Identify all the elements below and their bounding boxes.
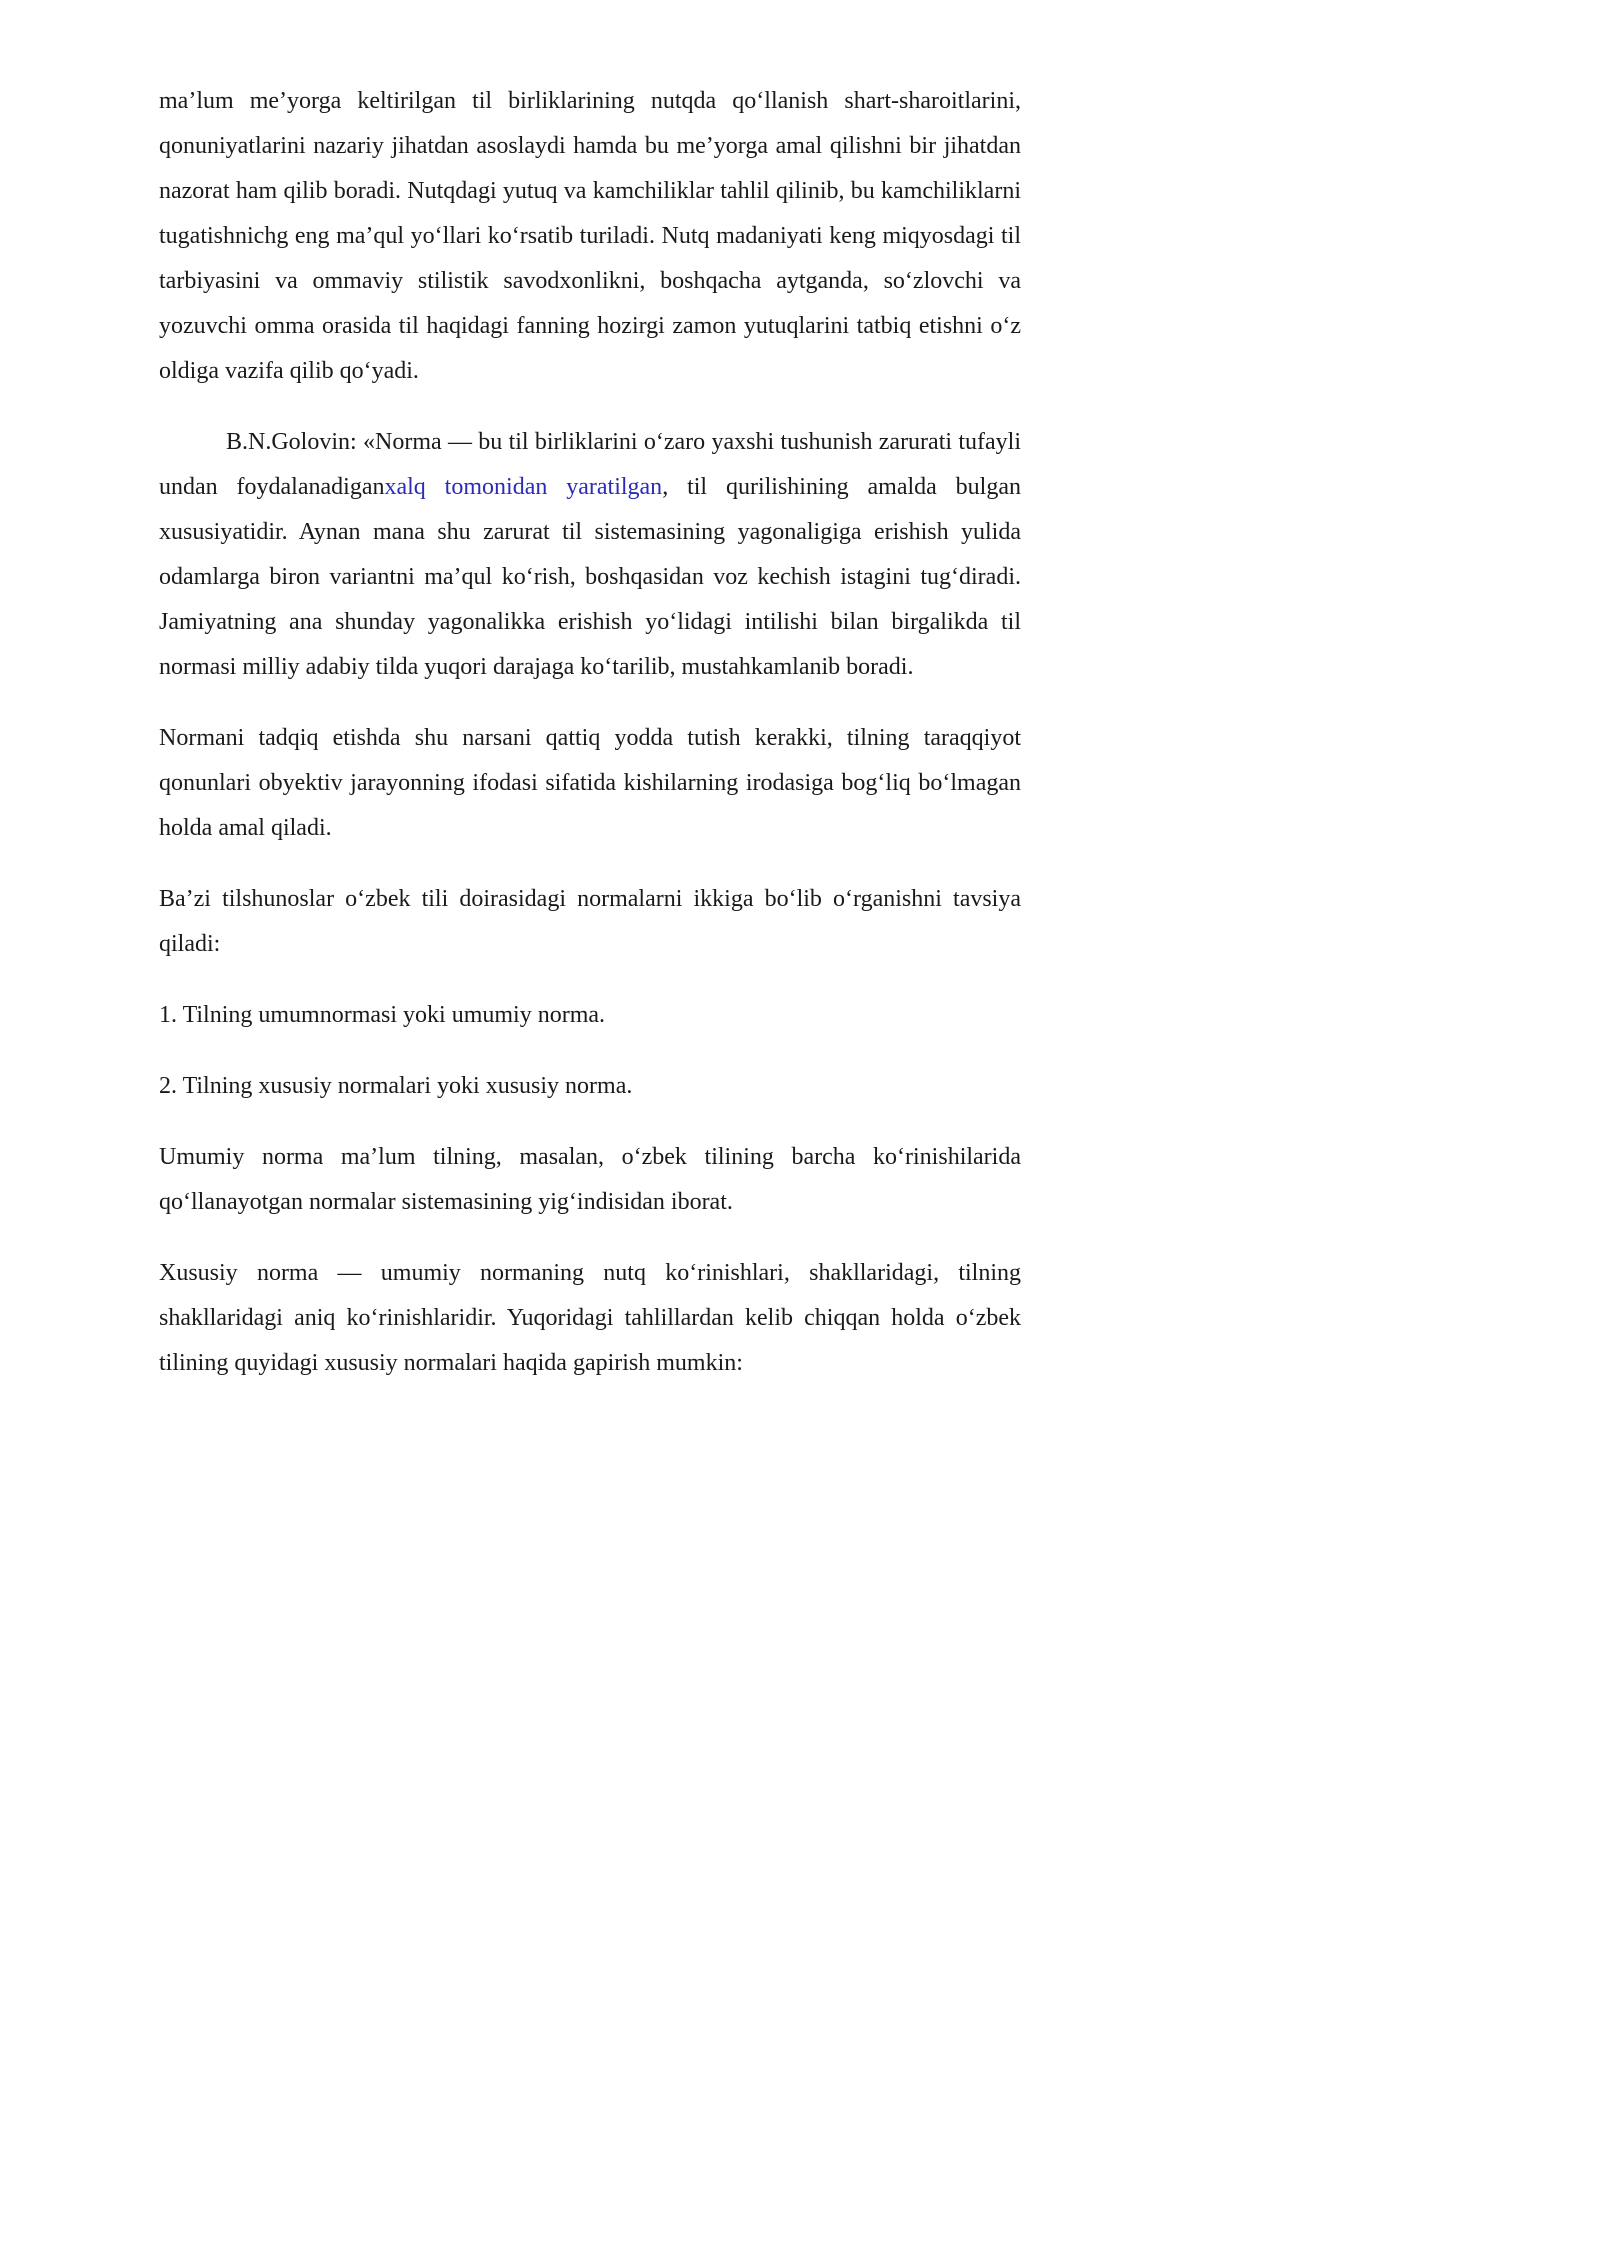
document-body <box>159 79 1021 1412</box>
paragraph-specific-norm: Xususiy norma — umumiy normaning nutq ko‘rinishlari, shakllaridagi, tilning shakllaridagi aniq ko‘rinishlaridir. Yuqoridagi tahlillardan kelib chiqqan holda o‘zbek tilining quyidagi xususiy normalari haqida gapirish mumkin: <box>159 1260 1021 1376</box>
paragraph-golovin-quote <box>159 420 1021 690</box>
document-page <box>0 0 1120 1584</box>
paragraph-linguists: Ba’zi tilshunoslar o‘zbek tili doirasidagi normalarni ikkiga bo‘lib o‘rganishni tavsiya qiladi: <box>159 886 1021 957</box>
hyperlink-xalq-tomonidan[interactable]: xalq tomonidan yaratilgan <box>384 474 663 500</box>
quote-text-start: B.N.Golovin: «Norma — bu til birliklarini o‘zaro yaxshi tushunish zarurati tufayli undan foydalanadigan <box>159 429 1021 500</box>
paragraph-general-norm: Umumiy norma ma’lum tilning, masalan, o‘zbek tilining barcha ko‘rinishilarida qo‘llanayotgan normalar sistemasining yig‘indisidan iborat. <box>159 1144 1021 1215</box>
quote-text-end: , til qurilishining amalda bulgan xususiyatidir. Aynan mana shu zarurat til sistemasining yagonaligiga erishish yulida odamlarga biron variantni ma’qul ko‘rish, boshqasidan voz kechish istagini tug‘diradi. Jamiyatning ana shunday yagonalikka erishish yo‘lidagi intilishi bilan birgalikda til normasi milliy adabiy tilda yuqori darajaga ko‘tarilib, mustahkamlanib boradi. <box>159 474 1022 680</box>
list-item-specific-norm: 2. Tilning xususiy normalari yoki xususiy norma. <box>159 1073 633 1099</box>
paragraph-norm-research: Normani tadqiq etishda shu narsani qattiq yodda tutish kerakki, tilning taraqqiyot qonunlari obyektiv jarayonning ifodasi sifatida kishilarning irodasiga bog‘liq bo‘lmagan holda amal qiladi. <box>159 725 1021 841</box>
list-item-general-norm: 1. Tilning umumnormasi yoki umumiy norma. <box>159 1002 606 1028</box>
paragraph-norm-culture: ma’lum me’yorga keltirilgan til birliklarining nutqda qo‘llanish shart-sharoitlarini, qonuniyatlarini nazariy jihatdan asoslaydi hamda bu me’yorga amal qilishni bir jihatdan nazorat ham qilib boradi. Nutqdagi yutuq va kamchiliklar tahlil qilinib, bu kamchiliklarni tugatishnichg eng ma’qul yo‘llari ko‘rsatib turiladi. Nutq madaniyati keng miqyosdagi til tarbiyasini va ommaviy stilistik savodxonlikni, boshqacha aytganda, so‘zlovchi va yozuvchi omma orasida til haqidagi fanning hozirgi zamon yutuqlarini tatbiq etishni o‘z oldiga vazifa qilib qo‘yadi. <box>159 88 1021 384</box>
